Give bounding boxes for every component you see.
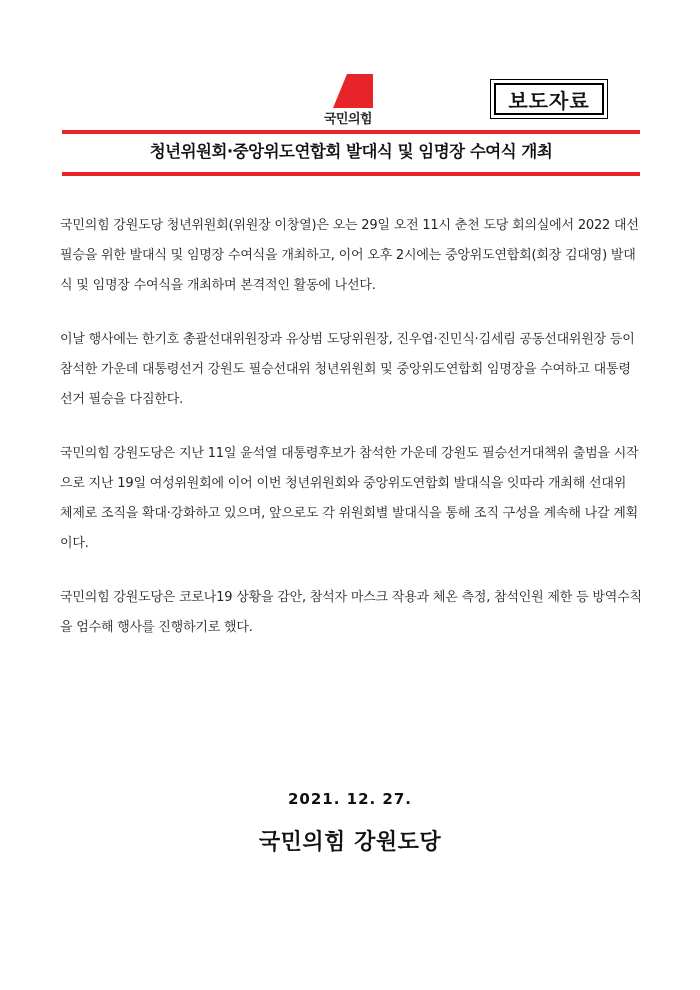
body-paragraph: 국민의힘 강원도당 청년위원회(위원장 이창열)은 오는 29일 오전 11시 춘천 도당 회의실에서 2022 대선 필승을 위한 발대식 및 임명장 수여식을 개최하고, 이어 오후 2시에는 중앙위도연합회(회장 김대영) 발대식 및 임명장 수여식을 개최하며 본격적인 활동에 나선다. — [60, 218, 639, 293]
party-logo-mark-icon — [333, 74, 373, 108]
party-logo-text: 국민의힘 — [323, 112, 373, 127]
issuing-organization: 국민의힘 강원도당 — [258, 830, 442, 855]
party-logo — [308, 74, 388, 134]
headline: 청년위원회·중앙위도연합회 발대식 및 임명장 수여식 개최 — [149, 142, 553, 161]
body-paragraph: 국민의힘 강원도당은 코로나19 상황을 감안, 참석자 마스크 작용과 체온 측정, 참석인원 제한 등 방역수칙을 엄수해 행사를 진행하기로 했다. — [60, 590, 642, 635]
headline-rule-top — [62, 130, 640, 134]
body-paragraph: 이날 행사에는 한기호 총괄선대위원장과 유상범 도당위원장, 진우엽·진민식·김세림 공동선대위원장 등이 참석한 가운데 대통령선거 강원도 필승선대위 청년위원회 및 중앙위도연합회 임명장을 수여하고 대통령선거 필승을 다짐한다. — [60, 332, 635, 407]
release-date: 2021. 12. 27. — [287, 790, 413, 808]
press-release-body — [60, 211, 642, 667]
press-release-stamp — [490, 79, 608, 119]
headline-rule-bottom — [62, 172, 640, 176]
press-release-label: 보도자료 — [494, 83, 604, 115]
body-paragraph: 국민의힘 강원도당은 지난 11일 윤석열 대통령후보가 참석한 가운데 강원도 필승선거대책위 출범을 시작으로 지난 19일 여성위원회에 이어 이번 청년위원회와 중앙위도연합회 발대식을 잇따라 개최해 선대위 체제로 조직을 확대·강화하고 있으며, 앞으로도 각 위원회별 발대식을 통해 조직 구성을 계속해 나갈 계획이다. — [60, 446, 639, 551]
